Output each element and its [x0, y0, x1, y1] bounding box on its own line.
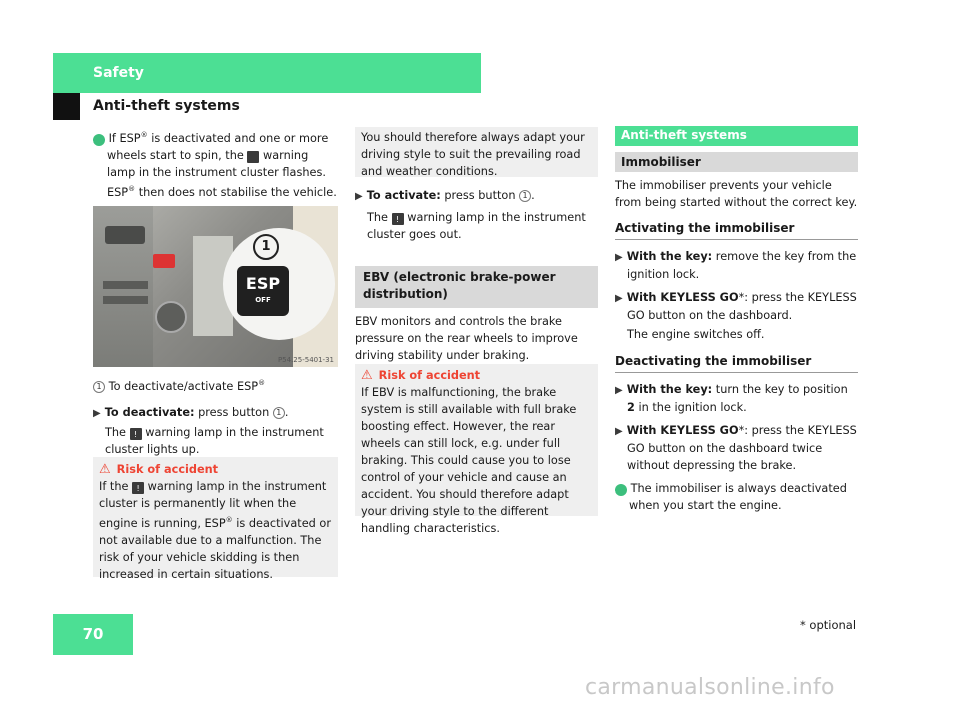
column-3 — [612, 177, 858, 514]
activate-key-step: ▶ With the key: remove the key from the ignition lock. — [615, 250, 857, 281]
deactivate-keyless-step: ▶ With KEYLESS GO*: press the KEYLESS GO button on the dashboard twice without depressing the brake. — [615, 424, 857, 472]
step-arrow-icon: ▶ — [93, 407, 101, 419]
ebv-description: EBV monitors and controls the brake pressure on the rear wheels to improve driving stability under braking. — [355, 315, 578, 362]
risk-text: If the ! warning lamp in the instrument cluster is permanently lit when the engine is running, ESP® is deactivated or not available due to a malfunction. The risk of your vehicle skidding is then increased in certain situations. — [99, 480, 331, 581]
ebv-heading: EBV (electronic brake-power distribution) — [355, 266, 598, 308]
anti-theft-heading: Anti-theft systems — [615, 126, 858, 146]
deactivating-heading: Deactivating the immobiliser — [615, 353, 858, 373]
risk-text: If EBV is malfunctioning, the brake system is still available with full brake boosting effect. However, the rear wheels can still lock, e.g. under full braking. This could cause you to lose control of your vehicle and cause an accident. You should therefore adapt your driving style to the different handling characteristics. — [361, 386, 577, 535]
risk-heading: ⚠ Risk of accident — [361, 368, 481, 383]
activate-result: The engine switches off. — [627, 328, 765, 341]
warning-lamp-icon: ! — [247, 151, 259, 163]
activate-result: The ! warning lamp in the instrument cluster goes out. — [367, 211, 586, 241]
esp-button-photo — [93, 206, 338, 367]
deactivate-result: The ! warning lamp in the instrument cluster lights up. — [105, 425, 324, 456]
risk-box-ebv — [355, 364, 598, 535]
risk-box-esp — [93, 457, 338, 581]
step-arrow-icon: ▶ — [615, 252, 623, 263]
hazard-icon: ⚠ — [361, 368, 373, 383]
step-arrow-icon: ▶ — [355, 191, 363, 202]
deactivate-key-step: ▶ With the key: turn the key to position 2 in the ignition lock. — [615, 383, 848, 414]
column-1 — [90, 127, 338, 201]
column-2 — [355, 187, 598, 243]
page-number: 70 — [53, 614, 133, 655]
chapter-marker — [53, 93, 80, 120]
warning-lamp-icon: ! — [130, 428, 142, 440]
activate-step: ▶ To activate: press button 1 . — [355, 189, 535, 202]
esp-button-sublabel: OFF — [255, 296, 271, 304]
immobiliser-heading: Immobiliser — [615, 152, 858, 172]
activating-heading: Activating the immobiliser — [615, 220, 858, 240]
immobiliser-info-note: i The immobiliser is always deactivated when you start the engine. — [612, 482, 847, 512]
risk-heading: ⚠ Risk of accident — [99, 462, 219, 477]
section-title: Anti-theft systems — [93, 98, 240, 114]
info-note: i If ESP® is deactivated and one or more wheels start to spin, the ! warning lamp in the instrument cluster flashes. ESP® then does not stabilise the vehicle. — [90, 131, 337, 199]
continued-text-box: You should therefore always adapt your driving style to suit the prevailing road and weather conditions. — [355, 127, 598, 177]
callout-number: 1 — [253, 234, 279, 260]
hazard-icon: ⚠ — [99, 462, 111, 477]
image-caption: 1 To deactivate/activate ESP® — [93, 375, 338, 395]
chapter-tab: Safety — [53, 53, 481, 93]
esp-button-label: ESP — [245, 274, 281, 293]
deactivate-step: ▶ To deactivate: press button 1 . — [93, 405, 289, 419]
column-1-lower — [93, 375, 338, 458]
watermark: carmanualsonline.info — [585, 675, 835, 700]
step-arrow-icon: ▶ — [615, 293, 623, 304]
info-icon: i — [615, 484, 627, 496]
step-arrow-icon: ▶ — [615, 426, 623, 437]
footnote: * optional — [800, 618, 857, 632]
image-code: P54.25-5401-31 — [277, 356, 334, 364]
warning-lamp-icon: ! — [132, 482, 144, 494]
info-icon: i — [93, 134, 105, 146]
activate-keyless-step: ▶ With KEYLESS GO*: press the KEYLESS GO button on the dashboard. — [615, 291, 857, 322]
warning-lamp-icon: ! — [392, 213, 404, 225]
immobiliser-intro: The immobiliser prevents your vehicle from being started without the correct key. — [615, 179, 858, 209]
step-arrow-icon: ▶ — [615, 385, 623, 396]
